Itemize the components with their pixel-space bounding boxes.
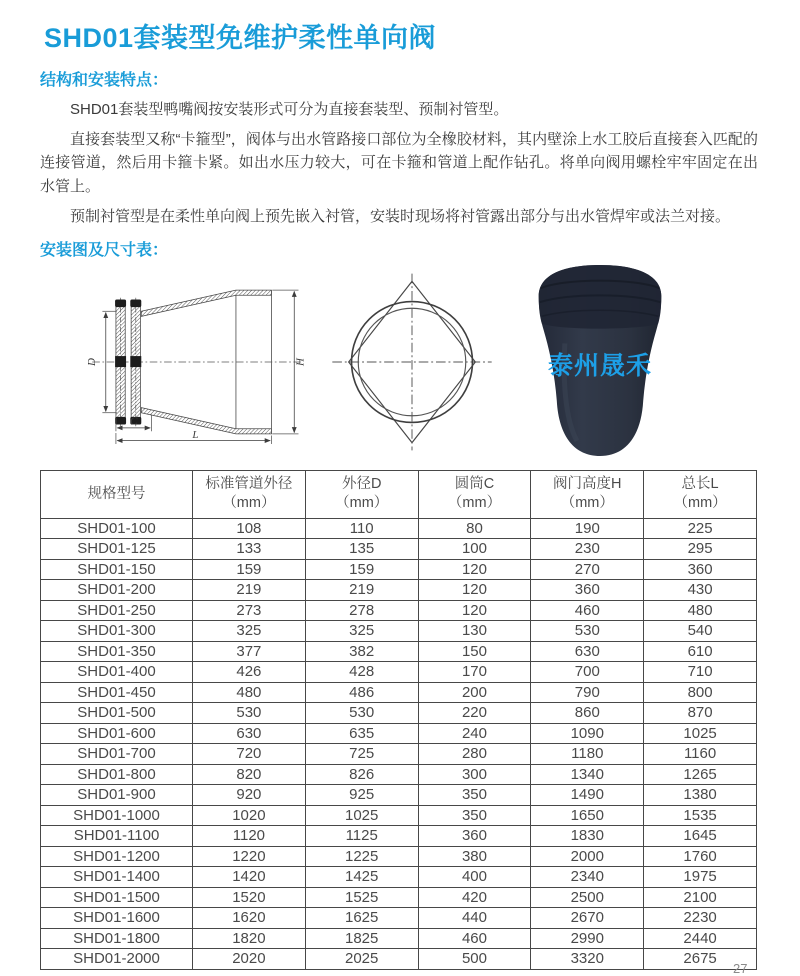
value-cell: 2020 [193, 949, 306, 970]
value-cell: 720 [193, 744, 306, 765]
table-row [41, 908, 757, 929]
value-cell: 230 [531, 539, 644, 560]
value-cell: 1520 [193, 887, 306, 908]
value-cell: 2990 [531, 928, 644, 949]
value-cell: 480 [193, 682, 306, 703]
value-cell: 610 [644, 641, 757, 662]
value-cell: 530 [193, 703, 306, 724]
paragraph-clamp-type: 直接套装型又称“卡箍型”，阀体与出水管路接口部位为全橡胶材料，其内壁涂上水工胶后直接套入匹配的连接管道，然后用卡箍卡紧。如出水压力较大，可在卡箍和管道上配作钻孔。将单向阀用螺栓牢牢固定在出水管上。 [40, 130, 758, 195]
value-cell: 80 [418, 518, 531, 539]
value-cell: 460 [418, 928, 531, 949]
value-cell: 360 [531, 580, 644, 601]
model-cell: SHD01-900 [41, 785, 193, 806]
table-row [41, 826, 757, 847]
section-heading-structure: 结构和安装特点： [40, 72, 169, 89]
value-cell: 1760 [644, 846, 757, 867]
value-cell: 1425 [305, 867, 418, 888]
value-cell: 135 [305, 539, 418, 560]
dim-label-l: L [192, 428, 199, 441]
value-cell: 240 [418, 723, 531, 744]
valve-top-wall [141, 290, 271, 316]
value-cell: 430 [644, 580, 757, 601]
paragraph-liner-type: 预制衬管型是在柔性单向阀上预先嵌入衬管，安装时现场将衬管露出部分与出水管焊牢或法兰对接。 [70, 208, 731, 225]
clamp-bolt [115, 416, 126, 424]
value-cell: 2340 [531, 867, 644, 888]
clamp-bolt [130, 299, 141, 307]
value-cell: 530 [531, 621, 644, 642]
value-cell: 120 [418, 600, 531, 621]
column-header: 标准管道外径 （mm） [193, 470, 306, 518]
value-cell: 860 [531, 703, 644, 724]
figure-row [40, 264, 758, 462]
value-cell: 225 [644, 518, 757, 539]
model-cell: SHD01-2000 [41, 949, 193, 970]
value-cell: 273 [193, 600, 306, 621]
value-cell: 220 [418, 703, 531, 724]
model-cell: SHD01-450 [41, 682, 193, 703]
model-cell: SHD01-100 [41, 518, 193, 539]
value-cell: 1625 [305, 908, 418, 929]
clamp-bolt [115, 299, 126, 307]
value-cell: 826 [305, 764, 418, 785]
table-row [41, 580, 757, 601]
value-cell: 170 [418, 662, 531, 683]
table-row [41, 785, 757, 806]
value-cell: 2440 [644, 928, 757, 949]
table-row [41, 805, 757, 826]
table-row [41, 928, 757, 949]
value-cell: 2230 [644, 908, 757, 929]
value-cell: 2000 [531, 846, 644, 867]
value-cell: 700 [531, 662, 644, 683]
paragraph-intro: SHD01套装型鸭嘴阀按安装形式可分为直接套装型、预制衬管型。 [70, 101, 509, 118]
value-cell: 1420 [193, 867, 306, 888]
value-cell: 1380 [644, 785, 757, 806]
value-cell: 270 [531, 559, 644, 580]
value-cell: 1490 [531, 785, 644, 806]
table-row [41, 662, 757, 683]
table-row [41, 723, 757, 744]
column-header: 圆筒C （mm） [418, 470, 531, 518]
value-cell: 1220 [193, 846, 306, 867]
value-cell: 300 [418, 764, 531, 785]
model-cell: SHD01-300 [41, 621, 193, 642]
table-row [41, 703, 757, 724]
model-cell: SHD01-800 [41, 764, 193, 785]
value-cell: 428 [305, 662, 418, 683]
model-cell: SHD01-700 [41, 744, 193, 765]
photo-watermark: 泰州晟禾 [547, 351, 652, 380]
value-cell: 790 [531, 682, 644, 703]
model-cell: SHD01-1500 [41, 887, 193, 908]
clamp-nut [115, 356, 126, 367]
value-cell: 350 [418, 805, 531, 826]
value-cell: 500 [418, 949, 531, 970]
value-cell: 1160 [644, 744, 757, 765]
table-row [41, 600, 757, 621]
value-cell: 1025 [644, 723, 757, 744]
value-cell: 219 [193, 580, 306, 601]
table-row [41, 887, 757, 908]
valve-front-view-drawing [326, 266, 498, 458]
value-cell: 1180 [531, 744, 644, 765]
value-cell: 1525 [305, 887, 418, 908]
valve-side-view-drawing [50, 264, 312, 460]
table-row [41, 949, 757, 970]
table-header-row [41, 470, 757, 518]
value-cell: 1125 [305, 826, 418, 847]
model-cell: SHD01-400 [41, 662, 193, 683]
dim-label-c: C [130, 415, 138, 428]
table-row [41, 682, 757, 703]
value-cell: 820 [193, 764, 306, 785]
table-row [41, 846, 757, 867]
value-cell: 3320 [531, 949, 644, 970]
value-cell: 350 [418, 785, 531, 806]
spec-table-section [40, 470, 758, 970]
dim-label-d: D [85, 357, 98, 366]
value-cell: 325 [193, 621, 306, 642]
table-row [41, 764, 757, 785]
value-cell: 377 [193, 641, 306, 662]
value-cell: 420 [418, 887, 531, 908]
value-cell: 2025 [305, 949, 418, 970]
value-cell: 108 [193, 518, 306, 539]
value-cell: 1120 [193, 826, 306, 847]
value-cell: 1975 [644, 867, 757, 888]
value-cell: 920 [193, 785, 306, 806]
model-cell: SHD01-1400 [41, 867, 193, 888]
value-cell: 530 [305, 703, 418, 724]
value-cell: 1265 [644, 764, 757, 785]
value-cell: 925 [305, 785, 418, 806]
value-cell: 1825 [305, 928, 418, 949]
valve-bottom-wall [141, 407, 271, 433]
value-cell: 1830 [531, 826, 644, 847]
value-cell: 325 [305, 621, 418, 642]
value-cell: 382 [305, 641, 418, 662]
product-photo [524, 258, 676, 469]
section-heading-dimensions: 安装图及尺寸表： [40, 241, 169, 259]
value-cell: 1020 [193, 805, 306, 826]
value-cell: 159 [193, 559, 306, 580]
table-row [41, 621, 757, 642]
model-cell: SHD01-150 [41, 559, 193, 580]
model-cell: SHD01-1600 [41, 908, 193, 929]
spec-table [40, 470, 757, 970]
value-cell: 360 [644, 559, 757, 580]
value-cell: 295 [644, 539, 757, 560]
model-cell: SHD01-200 [41, 580, 193, 601]
dim-label-h: H [294, 357, 307, 366]
table-row [41, 518, 757, 539]
value-cell: 2670 [531, 908, 644, 929]
value-cell: 635 [305, 723, 418, 744]
value-cell: 710 [644, 662, 757, 683]
value-cell: 133 [193, 539, 306, 560]
value-cell: 200 [418, 682, 531, 703]
model-cell: SHD01-600 [41, 723, 193, 744]
model-cell: SHD01-500 [41, 703, 193, 724]
value-cell: 2675 [644, 949, 757, 970]
value-cell: 460 [531, 600, 644, 621]
value-cell: 725 [305, 744, 418, 765]
value-cell: 360 [418, 826, 531, 847]
value-cell: 1535 [644, 805, 757, 826]
model-cell: SHD01-350 [41, 641, 193, 662]
value-cell: 1820 [193, 928, 306, 949]
value-cell: 2100 [644, 887, 757, 908]
value-cell: 2500 [531, 887, 644, 908]
page-title: SHD01套装型免维护柔性单向阀 [44, 23, 437, 53]
value-cell: 1620 [193, 908, 306, 929]
value-cell: 120 [418, 580, 531, 601]
table-row [41, 744, 757, 765]
value-cell: 1645 [644, 826, 757, 847]
column-header: 外径D （mm） [305, 470, 418, 518]
value-cell: 120 [418, 559, 531, 580]
page-number: 27 [733, 961, 748, 976]
value-cell: 486 [305, 682, 418, 703]
value-cell: 400 [418, 867, 531, 888]
value-cell: 540 [644, 621, 757, 642]
model-cell: SHD01-1800 [41, 928, 193, 949]
value-cell: 1090 [531, 723, 644, 744]
value-cell: 1650 [531, 805, 644, 826]
value-cell: 800 [644, 682, 757, 703]
value-cell: 440 [418, 908, 531, 929]
value-cell: 130 [418, 621, 531, 642]
value-cell: 380 [418, 846, 531, 867]
value-cell: 1025 [305, 805, 418, 826]
value-cell: 1225 [305, 846, 418, 867]
clamp-nut [130, 356, 141, 367]
value-cell: 219 [305, 580, 418, 601]
model-cell: SHD01-125 [41, 539, 193, 560]
value-cell: 630 [531, 641, 644, 662]
value-cell: 480 [644, 600, 757, 621]
value-cell: 100 [418, 539, 531, 560]
column-header: 总长L （mm） [644, 470, 757, 518]
value-cell: 630 [193, 723, 306, 744]
valve-cuff [539, 265, 662, 329]
table-row [41, 559, 757, 580]
table-row [41, 641, 757, 662]
value-cell: 280 [418, 744, 531, 765]
value-cell: 870 [644, 703, 757, 724]
value-cell: 426 [193, 662, 306, 683]
model-cell: SHD01-1100 [41, 826, 193, 847]
table-row [41, 867, 757, 888]
value-cell: 159 [305, 559, 418, 580]
column-header: 规格型号 [41, 470, 193, 518]
model-cell: SHD01-250 [41, 600, 193, 621]
model-cell: SHD01-1000 [41, 805, 193, 826]
value-cell: 190 [531, 518, 644, 539]
column-header: 阀门高度H （mm） [531, 470, 644, 518]
table-row [41, 539, 757, 560]
model-cell: SHD01-1200 [41, 846, 193, 867]
value-cell: 110 [305, 518, 418, 539]
value-cell: 1340 [531, 764, 644, 785]
value-cell: 150 [418, 641, 531, 662]
value-cell: 278 [305, 600, 418, 621]
